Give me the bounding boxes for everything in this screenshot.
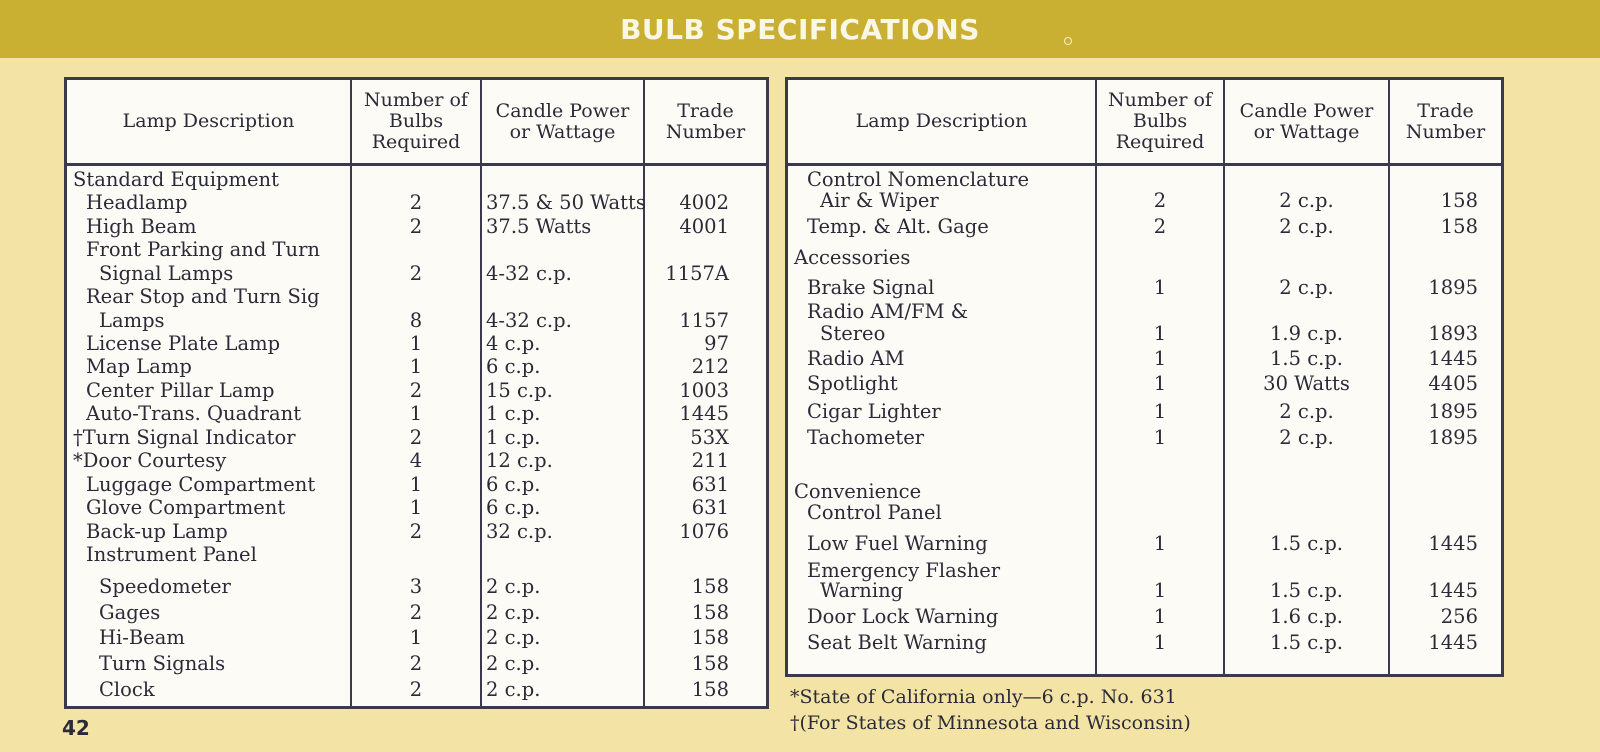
lamp-description: Back-up Lamp <box>86 520 228 543</box>
table-row <box>67 426 766 450</box>
bulb-count: 2 <box>409 262 423 285</box>
bulb-count: 2 <box>409 678 423 701</box>
lamp-description: Speedometer <box>99 575 231 598</box>
bulb-count: 2 <box>409 426 423 449</box>
trade-number: 212 <box>691 355 729 378</box>
bulb-count: 8 <box>409 309 423 332</box>
candle-power: 4-32 c.p. <box>486 309 572 332</box>
table-row <box>67 309 766 333</box>
page-number: 42 <box>62 716 90 740</box>
header-lamp-description: Lamp Description <box>855 110 1028 132</box>
decorative-dot <box>1064 37 1072 45</box>
title-banner <box>0 0 1600 58</box>
bulb-count: 2 <box>409 652 423 675</box>
page-title: BULB SPECIFICATIONS <box>620 12 980 46</box>
table-row <box>788 631 1501 655</box>
lamp-description: Brake Signal <box>807 276 935 299</box>
lamp-description: Convenience <box>794 480 922 503</box>
table-header <box>67 80 766 166</box>
lamp-description: Air & Wiper <box>820 189 939 212</box>
table-row <box>67 262 766 286</box>
trade-number: 1895 <box>1428 276 1478 299</box>
trade-number: 97 <box>704 332 729 355</box>
lamp-description: Map Lamp <box>86 355 192 378</box>
candle-power: 1 c.p. <box>486 426 541 449</box>
trade-number: 1445 <box>1428 579 1478 602</box>
lamp-description: Radio AM <box>807 347 905 370</box>
header-number-of-bulbs: Number of Bulbs Required <box>1108 89 1212 153</box>
table-row <box>788 372 1501 396</box>
trade-number: 1895 <box>1428 400 1478 423</box>
bulb-count: 1 <box>1153 426 1167 449</box>
trade-number: 158 <box>691 601 729 624</box>
table-row <box>67 520 766 544</box>
table-row <box>67 601 766 625</box>
trade-number: 1003 <box>679 379 729 402</box>
table-row <box>788 246 1501 270</box>
bulb-count: 2 <box>409 601 423 624</box>
lamp-description: Signal Lamps <box>99 262 234 285</box>
table-row <box>788 400 1501 424</box>
bulb-count: 1 <box>1153 276 1167 299</box>
trade-number: 4001 <box>679 215 729 238</box>
header-candle-power: Candle Power or Wattage <box>1239 99 1374 143</box>
lamp-description: Luggage Compartment <box>86 473 316 496</box>
trade-number: 1076 <box>679 520 729 543</box>
candle-power: 2 c.p. <box>1279 276 1334 299</box>
trade-number: 158 <box>691 575 729 598</box>
lamp-description: Hi-Beam <box>99 626 185 649</box>
candle-power: 1.9 c.p. <box>1269 322 1343 345</box>
lamp-description: Control Nomenclature <box>807 168 1029 191</box>
table-row <box>67 652 766 676</box>
footnote-california: *State of California only—6 c.p. No. 631 <box>790 686 1177 708</box>
trade-number: 1893 <box>1428 322 1478 345</box>
bulb-count: 2 <box>409 379 423 402</box>
trade-number: 1445 <box>1428 631 1478 654</box>
lamp-description: Rear Stop and Turn Sig <box>86 285 320 308</box>
candle-power: 1.5 c.p. <box>1269 347 1343 370</box>
lamp-description: Auto-Trans. Quadrant <box>86 402 302 425</box>
candle-power: 6 c.p. <box>486 496 541 519</box>
candle-power: 12 c.p. <box>486 449 553 472</box>
table-row <box>67 191 766 215</box>
trade-number: 1445 <box>679 402 729 425</box>
candle-power: 2 c.p. <box>1279 189 1334 212</box>
bulb-count: 2 <box>1153 189 1167 212</box>
table-row <box>67 168 766 192</box>
table-row <box>67 626 766 650</box>
trade-number: 158 <box>1440 189 1478 212</box>
bulb-count: 1 <box>1153 372 1167 395</box>
candle-power: 1.5 c.p. <box>1269 532 1343 555</box>
lamp-description: Tachometer <box>807 426 925 449</box>
lamp-description: Door Lock Warning <box>807 605 999 628</box>
lamp-description: Glove Compartment <box>86 496 286 519</box>
lamp-description: Standard Equipment <box>73 168 279 191</box>
candle-power: 2 c.p. <box>486 678 541 701</box>
candle-power: 6 c.p. <box>486 355 541 378</box>
bulb-count: 1 <box>1153 579 1167 602</box>
bulb-count: 1 <box>1153 400 1167 423</box>
candle-power: 2 c.p. <box>1279 426 1334 449</box>
right-bulb-table <box>785 77 1504 677</box>
bulb-count: 1 <box>409 332 423 355</box>
trade-number: 1157A <box>665 262 729 285</box>
header-trade-number: Trade Number <box>1405 99 1486 143</box>
lamp-description: Turn Signals <box>99 652 226 675</box>
lamp-description: Clock <box>99 678 155 701</box>
footnote-minnesota: †(For States of Minnesota and Wisconsin) <box>790 712 1191 734</box>
trade-number: 158 <box>691 678 729 701</box>
trade-number: 631 <box>691 496 729 519</box>
lamp-description: Headlamp <box>86 191 188 214</box>
candle-power: 32 c.p. <box>486 520 553 543</box>
trade-number: 158 <box>691 652 729 675</box>
table-row <box>67 575 766 599</box>
lamp-description: Instrument Panel <box>86 543 257 566</box>
table-row <box>788 322 1501 346</box>
candle-power: 2 c.p. <box>486 626 541 649</box>
candle-power: 4-32 c.p. <box>486 262 572 285</box>
lamp-description: Temp. & Alt. Gage <box>807 215 989 238</box>
table-row <box>67 402 766 426</box>
candle-power: 37.5 & 50 Watts <box>486 191 646 214</box>
lamp-description: Stereo <box>820 322 886 345</box>
trade-number: 1157 <box>679 309 729 332</box>
bulb-count: 1 <box>1153 631 1167 654</box>
table-row <box>67 379 766 403</box>
lamp-description: Seat Belt Warning <box>807 631 987 654</box>
table-row <box>788 189 1501 213</box>
bulb-count: 2 <box>1153 215 1167 238</box>
candle-power: 37.5 Watts <box>486 215 592 238</box>
bulb-count: 1 <box>409 473 423 496</box>
left-bulb-table <box>64 77 769 709</box>
candle-power: 2 c.p. <box>1279 400 1334 423</box>
table-row <box>788 426 1501 450</box>
candle-power: 1 c.p. <box>486 402 541 425</box>
lamp-description: Cigar Lighter <box>807 400 941 423</box>
table-row <box>788 605 1501 629</box>
bulb-count: 4 <box>409 449 423 472</box>
table-row <box>67 215 766 239</box>
lamp-description: Control Panel <box>807 501 942 524</box>
lamp-description: Gages <box>99 601 161 624</box>
header-candle-power: Candle Power or Wattage <box>495 99 630 143</box>
trade-number: 53X <box>690 426 729 449</box>
bulb-count: 1 <box>409 402 423 425</box>
header-number-of-bulbs: Number of Bulbs Required <box>364 89 468 153</box>
table-header <box>788 80 1501 166</box>
candle-power: 4 c.p. <box>486 332 541 355</box>
candle-power: 1.6 c.p. <box>1269 605 1343 628</box>
table-row <box>788 215 1501 239</box>
lamp-description: *Door Courtesy <box>73 449 227 472</box>
candle-power: 2 c.p. <box>486 575 541 598</box>
lamp-description: Low Fuel Warning <box>807 532 988 555</box>
table-row <box>788 276 1501 300</box>
trade-number: 256 <box>1440 605 1478 628</box>
lamp-description: Spotlight <box>807 372 898 395</box>
lamp-description: †Turn Signal Indicator <box>73 426 296 449</box>
lamp-description: High Beam <box>86 215 197 238</box>
candle-power: 1.5 c.p. <box>1269 631 1343 654</box>
table-row <box>788 300 1501 324</box>
trade-number: 631 <box>691 473 729 496</box>
table-row <box>67 449 766 473</box>
trade-number: 4002 <box>679 191 729 214</box>
table-row <box>67 473 766 497</box>
trade-number: 1445 <box>1428 532 1478 555</box>
table-row <box>67 355 766 379</box>
table-row <box>67 285 766 309</box>
lamp-description: Radio AM/FM & <box>807 300 969 323</box>
bulb-count: 1 <box>1153 605 1167 628</box>
candle-power: 2 c.p. <box>1279 215 1334 238</box>
table-row <box>67 678 766 702</box>
candle-power: 6 c.p. <box>486 473 541 496</box>
trade-number: 4405 <box>1428 372 1478 395</box>
table-row <box>67 543 766 567</box>
bulb-count: 2 <box>409 191 423 214</box>
bulb-count: 3 <box>409 575 423 598</box>
candle-power: 15 c.p. <box>486 379 553 402</box>
trade-number: 1445 <box>1428 347 1478 370</box>
candle-power: 2 c.p. <box>486 601 541 624</box>
trade-number: 1895 <box>1428 426 1478 449</box>
trade-number: 211 <box>691 449 729 472</box>
trade-number: 158 <box>1440 215 1478 238</box>
header-trade-number: Trade Number <box>665 99 746 143</box>
bulb-count: 1 <box>409 496 423 519</box>
lamp-description: License Plate Lamp <box>86 332 281 355</box>
bulb-count: 2 <box>409 215 423 238</box>
bulb-count: 2 <box>409 520 423 543</box>
table-row <box>788 501 1501 525</box>
table-row <box>788 532 1501 556</box>
lamp-description: Accessories <box>794 246 911 269</box>
lamp-description: Front Parking and Turn <box>86 238 320 261</box>
bulb-count: 1 <box>1153 347 1167 370</box>
trade-number: 158 <box>691 626 729 649</box>
candle-power: 2 c.p. <box>486 652 541 675</box>
table-row <box>67 332 766 356</box>
bulb-count: 1 <box>409 626 423 649</box>
bulb-count: 1 <box>409 355 423 378</box>
lamp-description: Emergency Flasher <box>807 559 1001 582</box>
candle-power: 30 Watts <box>1263 372 1350 395</box>
table-row <box>788 347 1501 371</box>
header-lamp-description: Lamp Description <box>122 110 295 132</box>
lamp-description: Center Pillar Lamp <box>86 379 275 402</box>
candle-power: 1.5 c.p. <box>1269 579 1343 602</box>
lamp-description: Lamps <box>99 309 165 332</box>
table-row <box>67 496 766 520</box>
table-row <box>788 579 1501 603</box>
bulb-count: 1 <box>1153 532 1167 555</box>
table-row <box>67 238 766 262</box>
lamp-description: Warning <box>820 579 904 602</box>
bulb-count: 1 <box>1153 322 1167 345</box>
